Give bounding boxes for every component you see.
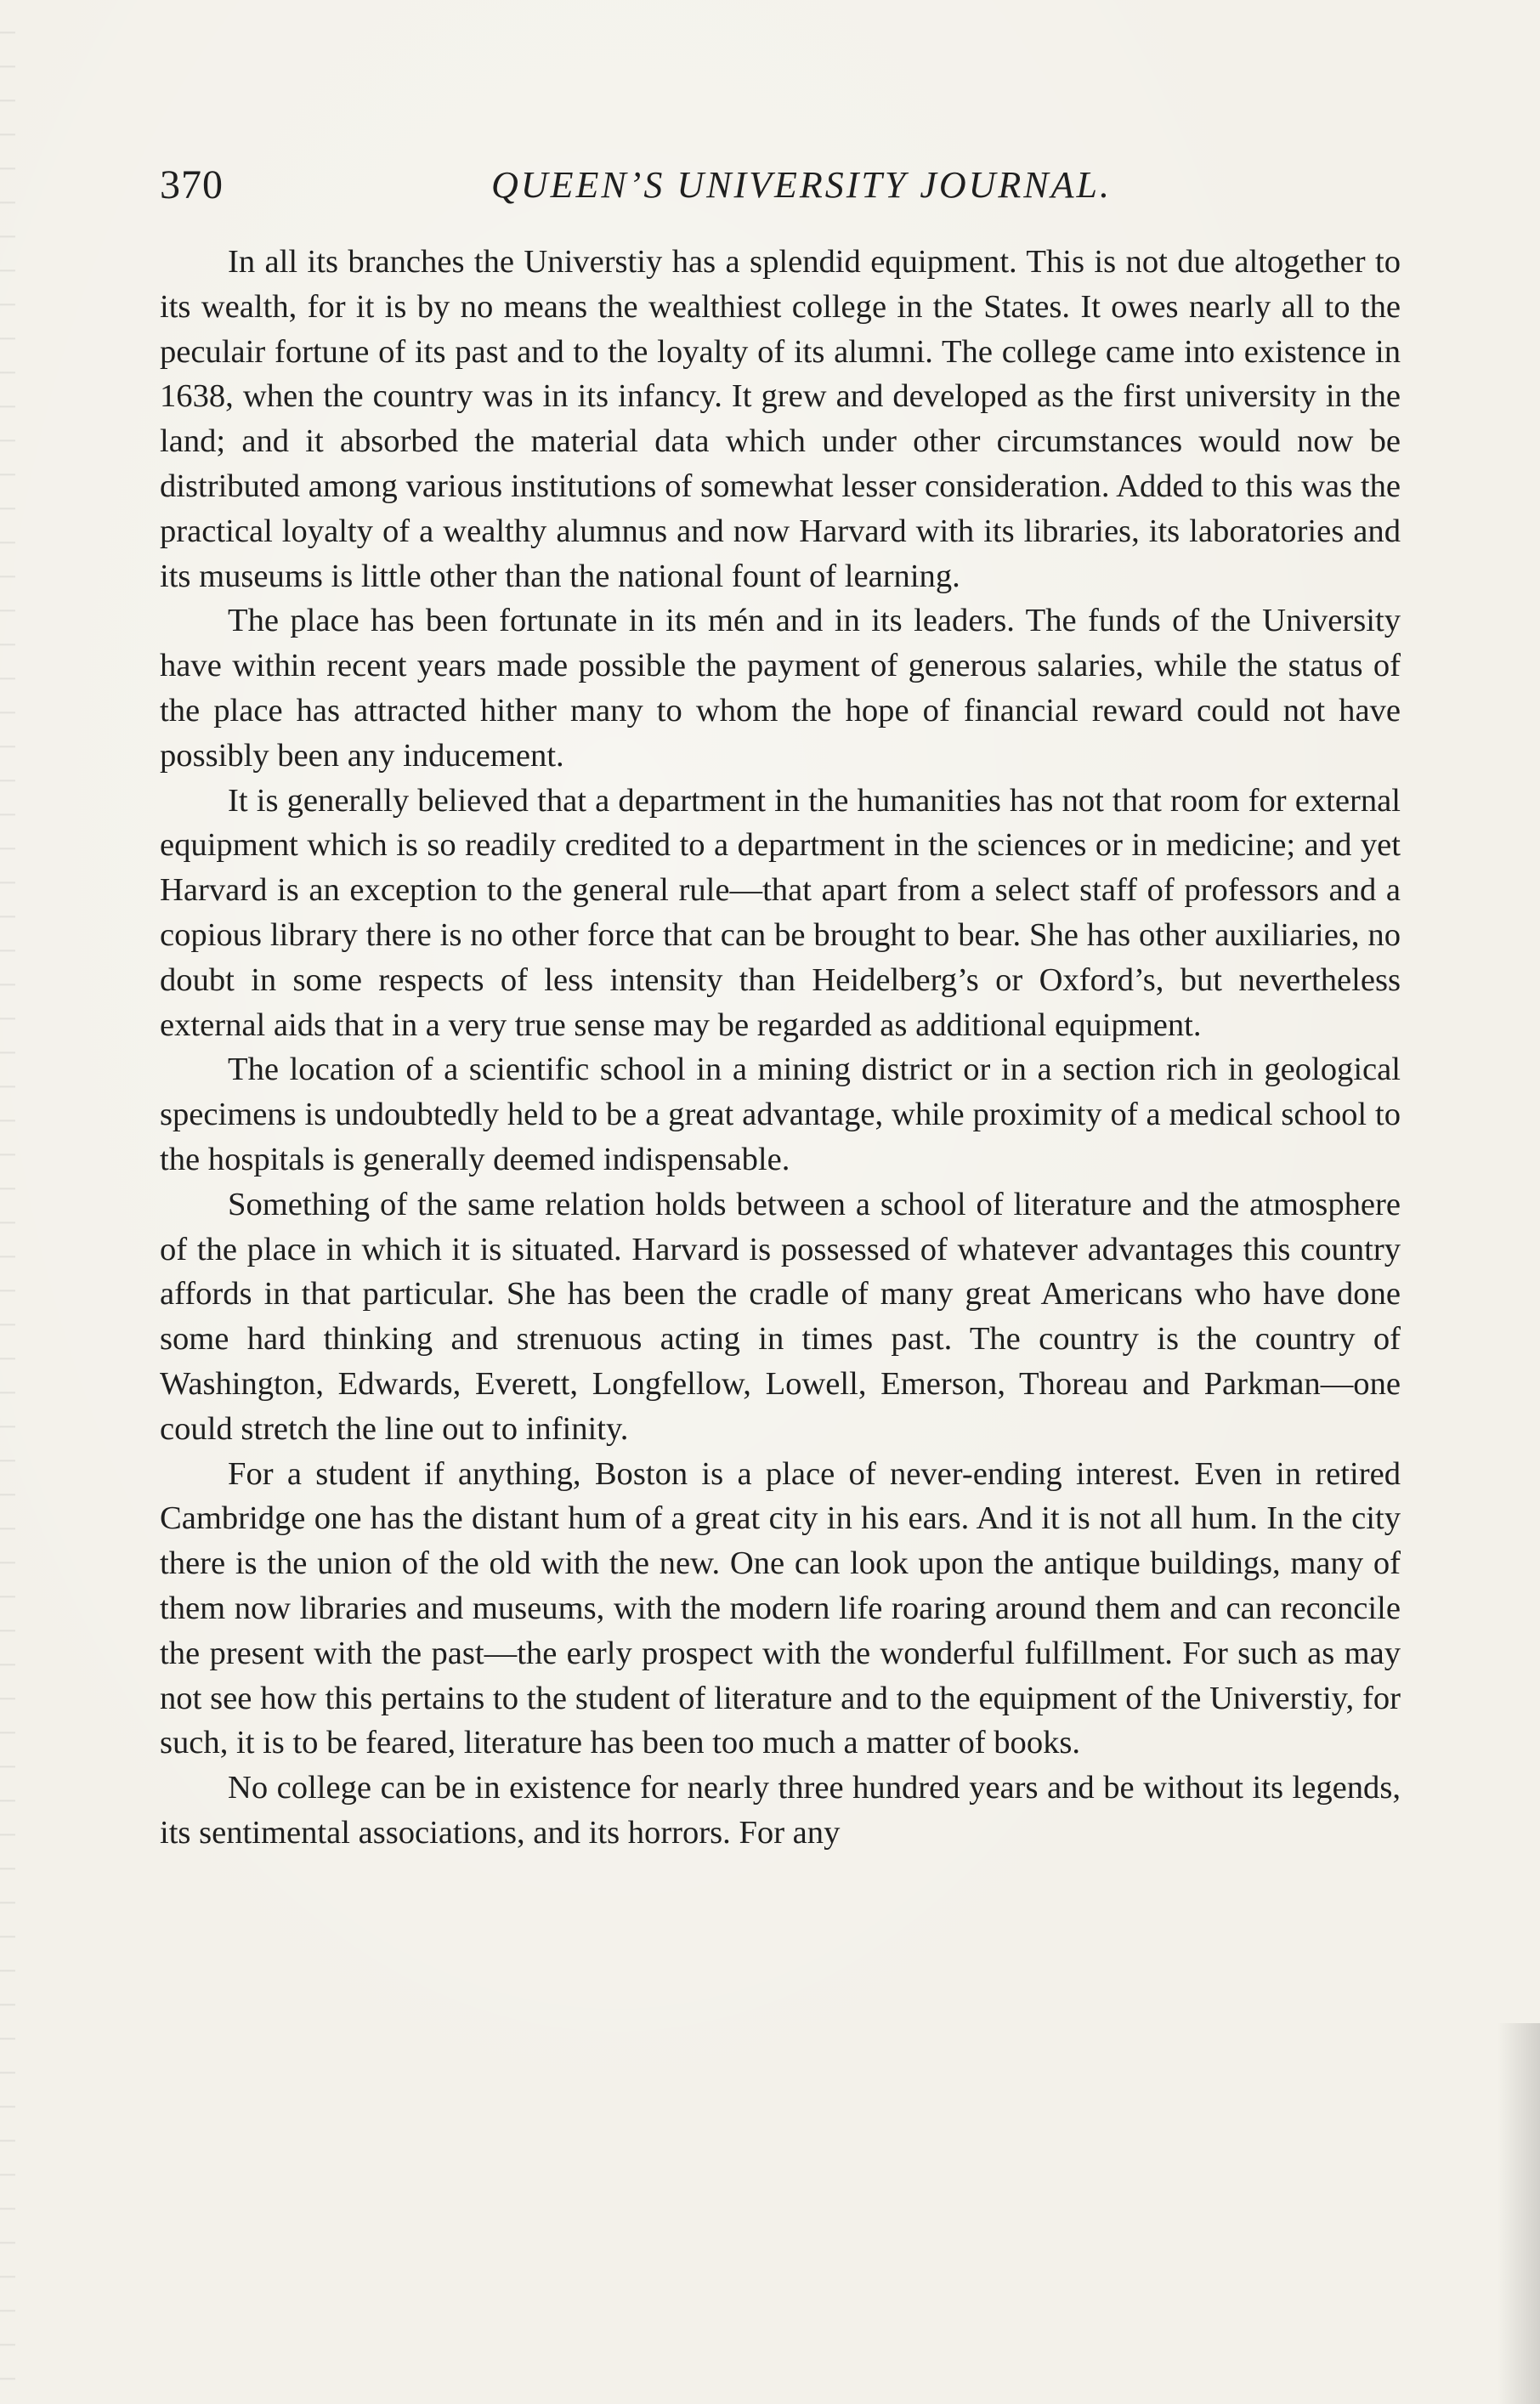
article-body	[160, 240, 1401, 1856]
paragraph-boston: For a student if anything, Boston is a place of never-ending interest. Even in retired Cambridge one has the distant hum of a great city in his ears. And it is not all hum. In the city there is the union of the old with the new. One can look upon the antique buildings, many of them now libraries and museums, with the modern life roaring around them and can reconcile the present with the past—the early prospect with the wonderful fulfillment. For such as may not see how this pertains to the student of literature and to the equipment of the Universtiy, for such, it is to be feared, literature has been too much a matter of books.	[160, 1455, 1401, 1761]
page-number: 370	[160, 162, 224, 207]
paragraph-men-and-leaders: The place has been fortunate in its mén and in its leaders. The funds of the University have within recent years made possible the payment of generous salaries, while the status of the place has attracted hither many to whom the hope of financial reward could not have possibly been any inducement.	[160, 603, 1401, 774]
paragraph-equipment: In all its branches the Universtiy has a splendid equipment. This is not due altogether to its wealth, for it is by no means the wealthiest college in the States. It owes nearly all to the peculair fortune of its past and to the loyalty of its alumni. The college came into existence in 1638, when the country was in its infancy. It grew and developed as the first university in the land; and it absorbed the material data which under other circumstances would now be distributed among various institutions of somewhat lesser consideration. Added to this was the practical loyalty of a wealthy alumnus and now Harvard with its libraries, its laboratories and its museums is little other than the national fount of learning.	[160, 244, 1401, 594]
paragraph-humanities: It is generally believed that a department in the humanities has not that room for external equipment which is so readily credited to a department in the sciences or in medicine; and yet Harvard is an exception to the general rule—that apart from a select staff of professors and a copious library there is no other force that can be brought to bear. She has other auxiliaries, no doubt in some respects of less intensity than Heidelberg’s or Oxford’s, but nevertheless external aids that in a very true sense may be regarded as additional equipment.	[160, 782, 1401, 1043]
paragraph-scientific-school: The location of a scientific school in a mining district or in a section rich in geological specimens is undoubtedly held to be a great advantage, while proximity of a medical school to the hospitals is generally deemed indispensable.	[160, 1052, 1401, 1177]
paragraph-legends: No college can be in existence for nearly three hundred years and be without its legends, its sentimental associations, and its horrors. For any	[160, 1770, 1401, 1851]
page-edge-marks	[0, 0, 15, 2404]
page-header	[160, 160, 1409, 211]
running-head-title: QUEEN’S UNIVERSITY JOURNAL.	[491, 164, 1112, 206]
paragraph-atmosphere: Something of the same relation holds between a school of literature and the atmosphere of the place in which it is situated. Harvard is possessed of whatever advantages this country affords in that particular. She has been the cradle of many great Americans who have done some hard thinking and strenuous acting in times past. The country is the country of Washington, Edwards, Everett, Longfellow, Lowell, Emerson, Thoreau and Parkman—one could stretch the line out to infinity.	[160, 1186, 1401, 1447]
page-edge-shadow	[1498, 2023, 1540, 2404]
